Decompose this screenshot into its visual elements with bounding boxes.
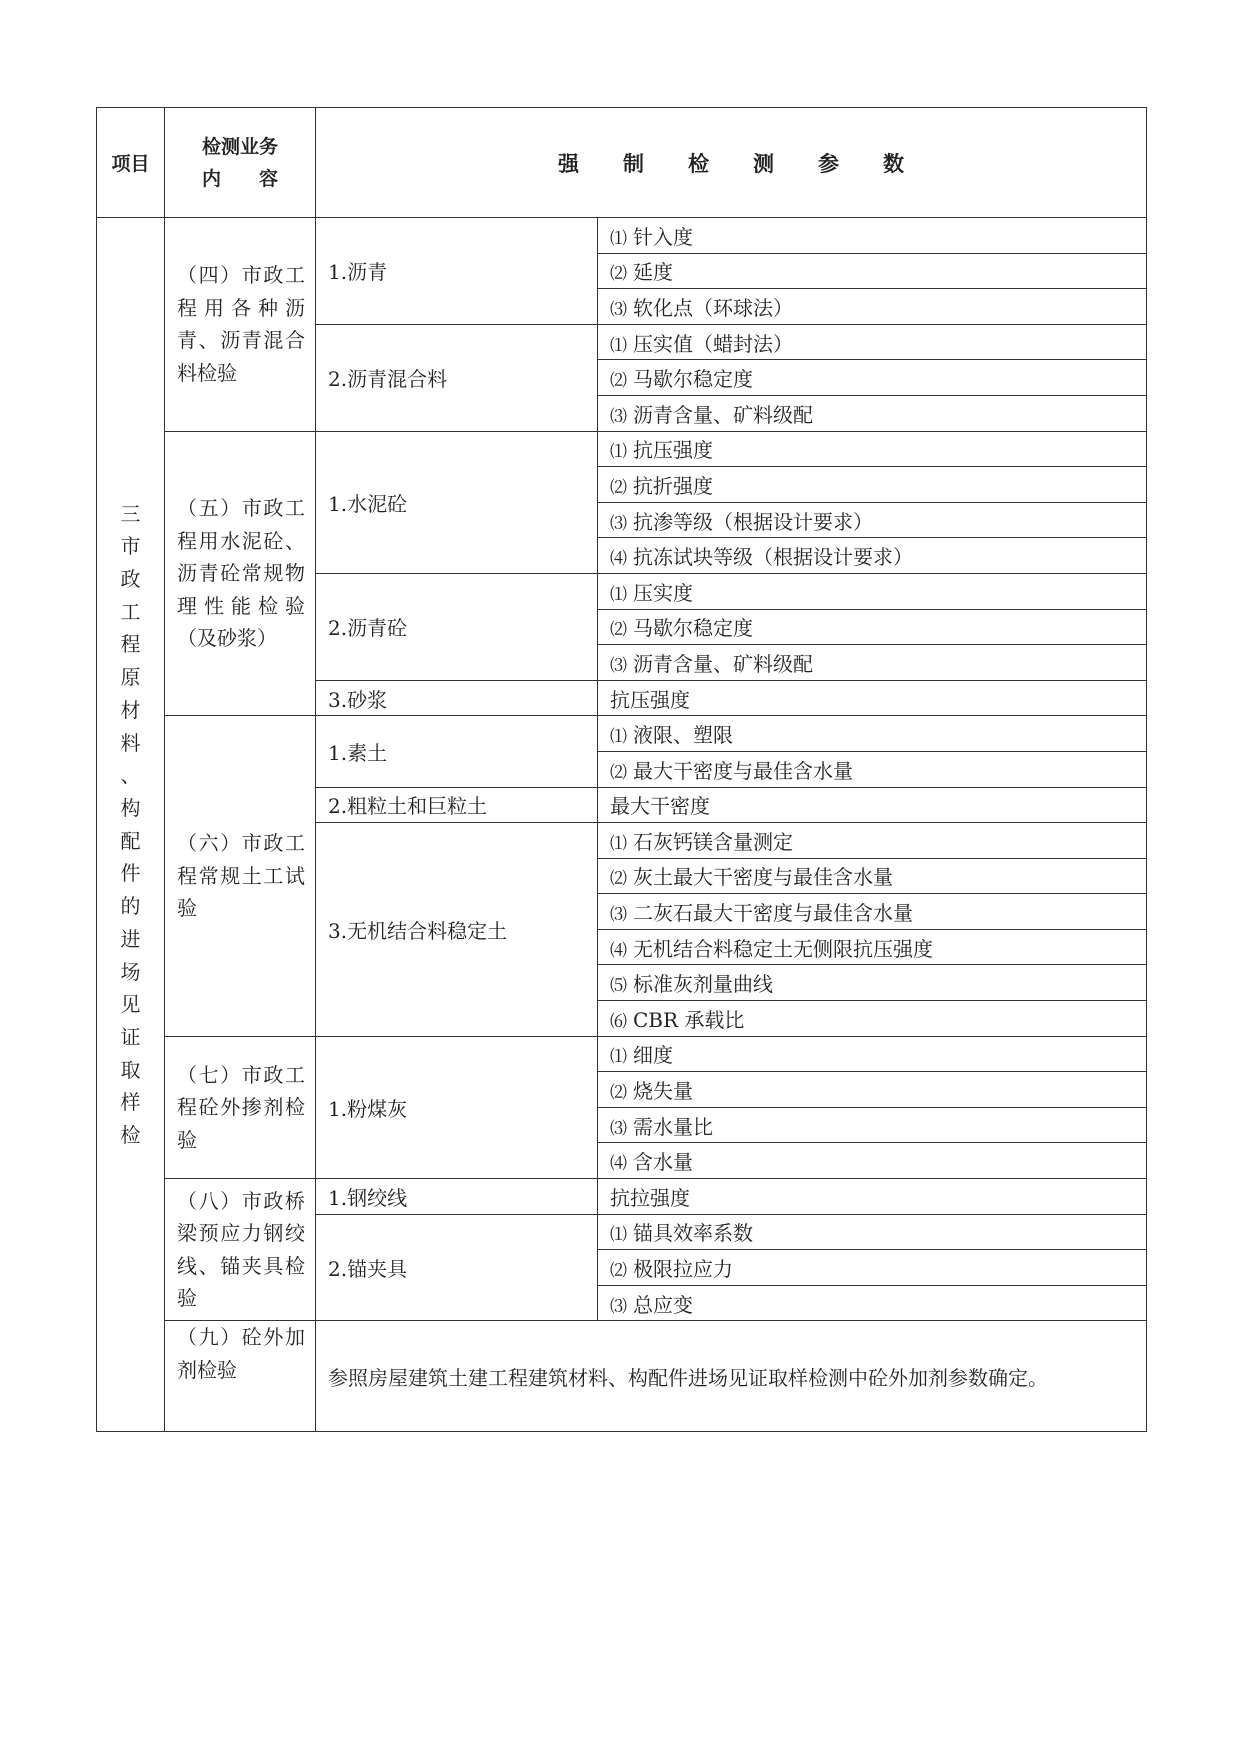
header-business <box>165 108 316 218</box>
param-number: ⑴ <box>610 727 627 748</box>
category-char: 政 <box>120 567 141 592</box>
param-text: 抗拉强度 <box>610 1185 690 1210</box>
business-cell: （九）砼外加剂检验 <box>165 1321 316 1432</box>
param-number: ⑶ <box>610 655 627 676</box>
param-number: ⑶ <box>610 406 627 427</box>
category-char: 件 <box>120 861 141 886</box>
param-number: ⑵ <box>610 264 627 285</box>
business-cell: （四）市政工程用各种沥青、沥青混合料检验 <box>165 218 316 432</box>
material-cell: 2.粗粒土和巨粒土 <box>316 787 598 823</box>
category-char: 原 <box>120 665 141 690</box>
param-text: 抗压强度 <box>633 438 713 463</box>
category-char: 的 <box>120 894 141 919</box>
material-cell: 2.沥青混合料 <box>316 324 598 431</box>
category-char: 工 <box>120 599 141 624</box>
param-number: ⑵ <box>610 1083 627 1104</box>
category-char: 见 <box>120 992 141 1017</box>
param-number: ⑵ <box>610 477 627 498</box>
business-cell: （六）市政工程常规土工试验 <box>165 716 316 1036</box>
header-business-line1: 检测业务 <box>201 135 278 158</box>
param-text: 液限、塑限 <box>633 723 733 748</box>
param-text: 需水量比 <box>633 1114 713 1139</box>
material-cell: 3.砂浆 <box>316 680 598 716</box>
category-char: 市 <box>120 534 141 559</box>
param-cell <box>598 645 1147 681</box>
param-cell <box>598 360 1147 396</box>
param-text: 抗渗等级（根据设计要求） <box>633 509 873 534</box>
param-cell <box>598 1214 1147 1250</box>
category-char: 样 <box>120 1090 141 1115</box>
material-cell: 3.无机结合料稳定土 <box>316 823 598 1037</box>
param-number: ⑵ <box>610 1261 627 1282</box>
material-cell: 1.素土 <box>316 716 598 787</box>
param-cell <box>598 502 1147 538</box>
param-text: 细度 <box>633 1043 673 1068</box>
param-number: ⑵ <box>610 869 627 890</box>
param-text: 延度 <box>633 260 673 285</box>
param-text: 抗冻试块等级（根据设计要求） <box>633 545 913 570</box>
param-number: ⑵ <box>610 762 627 783</box>
category-char: 、 <box>120 763 141 788</box>
param-text: CBR 承载比 <box>633 1007 745 1032</box>
param-number: ⑴ <box>610 1225 627 1246</box>
param-cell <box>598 1250 1147 1286</box>
header-item: 项目 <box>97 108 165 218</box>
param-cell <box>598 289 1147 325</box>
param-cell <box>598 680 1147 716</box>
material-cell: 2.锚夹具 <box>316 1214 598 1321</box>
header-params: 强制检测参数 <box>316 108 1147 218</box>
category-char: 构 <box>120 796 141 820</box>
param-text: 抗折强度 <box>633 473 713 498</box>
category-char: 配 <box>120 828 141 853</box>
param-cell <box>598 467 1147 503</box>
category-char: 取 <box>120 1057 141 1082</box>
table-row <box>97 1321 1147 1432</box>
param-number: ⑴ <box>610 833 627 854</box>
param-cell <box>598 431 1147 467</box>
param-cell <box>598 1179 1147 1215</box>
param-text: 压实值（蜡封法） <box>633 331 793 356</box>
table-row <box>97 431 1147 467</box>
param-number: ⑷ <box>610 1154 627 1175</box>
table-row <box>97 1179 1147 1215</box>
param-text: 二灰石最大干密度与最佳含水量 <box>633 901 913 926</box>
param-cell <box>598 218 1147 254</box>
business-cell: （五）市政工程用水泥砼、沥青砼常规物理性能检验（及砂浆） <box>165 431 316 716</box>
param-number: ⑵ <box>610 371 627 392</box>
param-text: 烧失量 <box>633 1079 693 1104</box>
category-char: 证 <box>120 1024 141 1049</box>
param-cell <box>598 894 1147 930</box>
param-number: ⑴ <box>610 1047 627 1068</box>
param-text: 沥青含量、矿料级配 <box>633 402 813 427</box>
param-text: 极限拉应力 <box>633 1257 733 1282</box>
material-cell: 1.钢绞线 <box>316 1179 598 1215</box>
param-text: 锚具效率系数 <box>633 1221 753 1246</box>
param-number: ⑴ <box>610 335 627 356</box>
param-number: ⑴ <box>610 228 627 249</box>
param-cell <box>598 1107 1147 1143</box>
header-business-line2: 内 容 <box>201 167 278 190</box>
param-cell <box>598 787 1147 823</box>
param-cell <box>598 1001 1147 1037</box>
param-cell <box>598 1072 1147 1108</box>
table-row <box>97 218 1147 254</box>
material-cell: 1.粉煤灰 <box>316 1036 598 1178</box>
param-cell <box>598 1143 1147 1179</box>
category-char: 材 <box>120 697 141 722</box>
param-number: ⑵ <box>610 620 627 641</box>
param-cell <box>598 965 1147 1001</box>
param-number: ⑷ <box>610 549 627 570</box>
param-text: 最大干密度 <box>610 794 710 819</box>
param-cell <box>598 573 1147 609</box>
material-cell: 1.水泥砼 <box>316 431 598 573</box>
param-number: ⑹ <box>610 1011 627 1032</box>
param-number: ⑸ <box>610 976 627 997</box>
param-cell <box>598 1036 1147 1072</box>
param-text: 马歇尔稳定度 <box>633 367 753 392</box>
param-cell <box>598 538 1147 574</box>
inspection-table <box>96 107 1147 1432</box>
param-cell <box>598 929 1147 965</box>
category-char: 检 <box>120 1123 141 1148</box>
table-row <box>97 716 1147 752</box>
param-cell <box>598 395 1147 431</box>
param-number: ⑶ <box>610 299 627 320</box>
param-cell <box>598 716 1147 752</box>
param-text: 压实度 <box>633 580 693 605</box>
business-cell: （八）市政桥梁预应力钢绞线、锚夹具检验 <box>165 1179 316 1321</box>
param-text: 沥青含量、矿料级配 <box>633 651 813 676</box>
category-cell <box>97 218 165 1432</box>
param-cell <box>598 751 1147 787</box>
category-char: 料 <box>120 730 141 755</box>
param-text: 抗压强度 <box>610 687 690 712</box>
param-cell <box>598 253 1147 289</box>
param-cell <box>598 609 1147 645</box>
param-cell <box>598 1285 1147 1321</box>
param-number: ⑴ <box>610 442 627 463</box>
category-char: 程 <box>120 632 141 657</box>
material-cell: 2.沥青砼 <box>316 573 598 680</box>
param-text: 石灰钙镁含量测定 <box>633 829 793 854</box>
param-number: ⑴ <box>610 584 627 605</box>
header-row <box>97 108 1147 218</box>
param-text: 含水量 <box>633 1150 693 1175</box>
param-text: 马歇尔稳定度 <box>633 616 753 641</box>
business-cell: （七）市政工程砼外掺剂检验 <box>165 1036 316 1178</box>
param-text: 总应变 <box>633 1292 693 1317</box>
note-cell: 参照房屋建筑土建工程建筑材料、构配件进场见证取样检测中砼外加剂参数确定。 <box>316 1321 1147 1432</box>
material-cell: 1.沥青 <box>316 218 598 325</box>
category-char: 进 <box>120 926 141 951</box>
param-text: 软化点（环球法） <box>633 295 793 320</box>
param-number: ⑶ <box>610 1296 627 1317</box>
param-text: 无机结合料稳定土无侧限抗压强度 <box>633 936 933 961</box>
table-row <box>97 1036 1147 1072</box>
param-cell <box>598 858 1147 894</box>
param-number: ⑶ <box>610 1118 627 1139</box>
param-text: 针入度 <box>633 224 693 249</box>
param-cell <box>598 823 1147 859</box>
param-number: ⑶ <box>610 513 627 534</box>
param-text: 标准灰剂量曲线 <box>633 972 773 997</box>
category-char: 场 <box>120 959 141 984</box>
param-text: 灰土最大干密度与最佳含水量 <box>633 865 893 890</box>
param-text: 最大干密度与最佳含水量 <box>633 758 853 783</box>
param-cell <box>598 324 1147 360</box>
category-char: 三 <box>120 501 141 526</box>
param-number: ⑶ <box>610 905 627 926</box>
param-number: ⑷ <box>610 940 627 961</box>
